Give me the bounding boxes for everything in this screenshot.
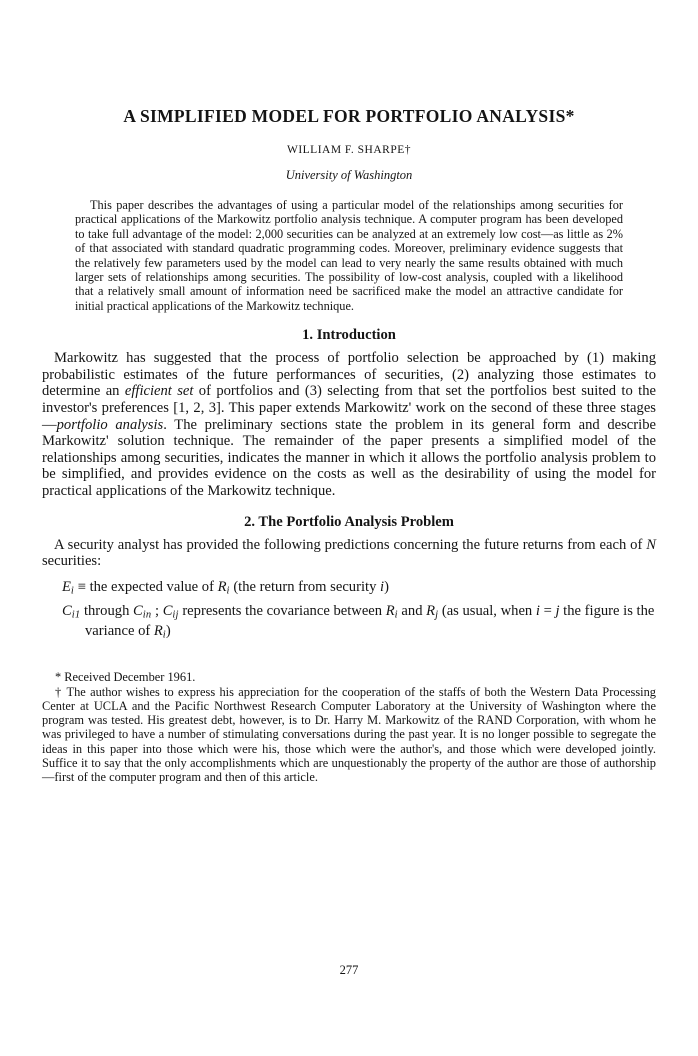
author-affiliation: University of Washington [285, 168, 413, 182]
paper-title: A SIMPLIFIED MODEL FOR PORTFOLIO ANALYSIS* [123, 106, 575, 126]
footnotes-block [42, 670, 656, 784]
introduction-paragraph: Markowitz has suggested that the process of portfolio selection be approached by (1) making probabilistic estimates of the future performances of securities, (2) analyzing those estimates to determine an efficient set of portfolios and (3) selecting from that set the portfolios best suited to the investor's preferences [1, 2, 3]. This paper extends Markowitz' work on the second of these three stages—portfolio analysis. The preliminary sections state the problem in its general form and describe Markowitz' solution technique. The remainder of the paper presents a simplified model of the relationships among securities, indicates the manner in which it allows the portfolio analysis problem to be simplified, and provides evidence on the costs as well as the desirability of using the model for practical applications of the Markowitz technique. [42, 350, 656, 499]
definitions-list [62, 579, 656, 644]
definition-covariance: Ci1 through Cin ; Cij represents the covariance between Ri and Rj (as usual, when i = j the figure is the variance of Ri) [62, 602, 655, 641]
footnote-received-date: * Received December 1961. [55, 670, 196, 685]
footnote-acknowledgements: † The author wishes to express his appreciation for the cooperation of the staffs of both the Western Data Processing Center at UCLA and the Pacific Northwest Research Computer Laboratory at the University of Washington where the program was tested. His greatest debt, however, is to Dr. Harry M. Markowitz of the RAND Corporation, with whom he was privileged to have a number of stimulating conversations during the past year. It is no longer possible to segregate the ideas in this paper into those which were his, those which were the author's, and those which were developed jointly. Suffice it to say that the only accomplishments which are unquestionably the property of the author are those of authorship—first of the computer program and then of this article. [42, 684, 656, 785]
section2-lead-paragraph: A security analyst has provided the following predictions concerning the future returns from each of N securities: [42, 536, 656, 570]
section-heading-portfolio-analysis-problem: 2. The Portfolio Analysis Problem [244, 513, 454, 530]
section-heading-introduction: 1. Introduction [302, 327, 396, 344]
page-number: 277 [339, 963, 359, 977]
paper-content [42, 0, 656, 785]
author-name: WILLIAM F. SHARPE† [286, 144, 412, 156]
abstract-paragraph: This paper describes the advantages of using a particular model of the relationships among securities for practical applications of the Markowitz portfolio analysis technique. A computer program has been developed to take full advantage of the model: 2,000 securities can be analyzed at an extremely low cost—as little as 2% of that associated with standard quadratic programming codes. Moreover, preliminary evidence suggests that the relatively few parameters used by the model can lead to very nearly the same results obtained with much larger sets of relationships among securities. The possibility of low-cost analysis, coupled with a likelihood that a relatively small amount of information need be sacrificed make the model an attractive candidate for initial practical applications of the Markowitz technique. [75, 198, 623, 313]
definition-expected-value: Ei ≡ the expected value of Ri (the return from security i) [62, 578, 389, 597]
